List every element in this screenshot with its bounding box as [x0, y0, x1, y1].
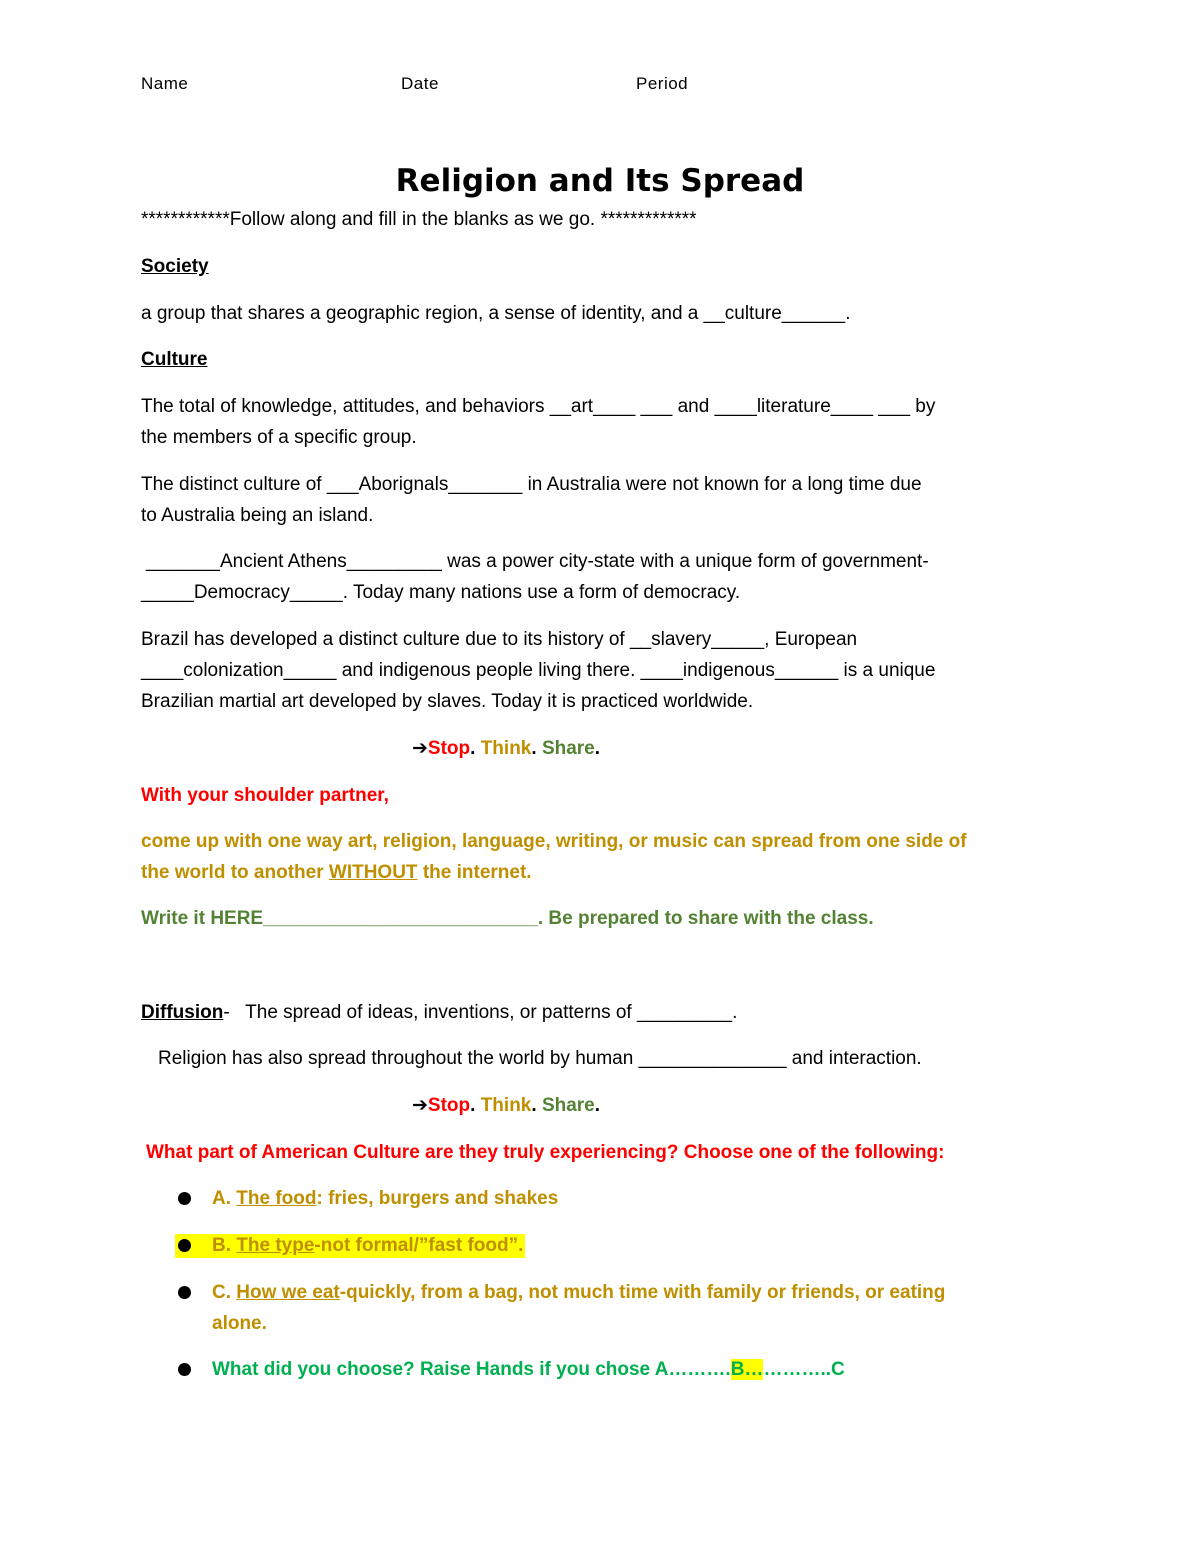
activity-prompt-line2 [141, 861, 532, 885]
instructions: ************Follow along and fill in the blanks as we go. ************* [141, 209, 697, 230]
option-letter: A. [212, 1188, 237, 1209]
choice-b-highlighted: B… [730, 1359, 764, 1380]
culture-heading: Culture [141, 349, 208, 370]
arrow-right-icon: ➔ [412, 1095, 428, 1116]
stop-think-share-2 [412, 1094, 600, 1118]
option-key: The type [236, 1235, 315, 1256]
society-heading: Society [141, 256, 209, 277]
diffusion-line [141, 1001, 737, 1025]
think-label: Think [480, 738, 532, 759]
brazil-line2: ____colonization_____ and indigenous people living there. ____indigenous______ is a unique [141, 660, 936, 681]
page-title: Religion and Its Spread [395, 163, 805, 199]
name-label: Name [141, 74, 189, 93]
option-key: How we eat [236, 1282, 340, 1303]
athens-line2: _____Democracy_____. Today many nations use a form of democracy. [141, 582, 741, 603]
without-emphasis: WITHOUT [328, 862, 418, 883]
stop-label: Stop [427, 738, 471, 759]
aboriginals-line2: to Australia being an island. [141, 505, 374, 526]
brazil-line1: Brazil has developed a distinct culture due to its history of __slavery_____, European [141, 629, 858, 650]
option-text: -not formal/”fast food”. [314, 1235, 524, 1256]
period-label: Period [636, 74, 689, 93]
dot: . [594, 1095, 601, 1116]
write-here-line [141, 907, 874, 931]
share-instruction: . Be prepared to share with the class. [537, 908, 874, 929]
choice-line [212, 1358, 845, 1382]
answer-blank[interactable]: __________________________ [263, 908, 538, 929]
diffusion-heading: Diffusion [141, 1002, 224, 1023]
option-c [212, 1281, 945, 1305]
option-a [212, 1187, 558, 1211]
stop-think-share-1 [412, 737, 600, 761]
share-label: Share [541, 738, 595, 759]
option-text: : fries, burgers and shakes [316, 1188, 559, 1209]
religion-spread-line: Religion has also spread throughout the world by human ______________ and interaction. [158, 1048, 922, 1069]
diffusion-definition: The spread of ideas, inventions, or patterns of _________. [229, 1002, 738, 1023]
society-definition: a group that shares a geographic region, a sense of identity, and a __culture______. [141, 303, 851, 324]
option-text: -quickly, from a bag, not much time with family or friends, or eating [339, 1282, 946, 1303]
culture-definition-line2: the members of a specific group. [141, 427, 417, 448]
dot: . [531, 738, 537, 759]
bullet-icon [178, 1239, 191, 1252]
option-letter: B. [212, 1235, 237, 1256]
option-c-line2: alone. [212, 1313, 267, 1334]
question-prompt: What part of American Culture are they truly experiencing? Choose one of the following: [146, 1142, 945, 1163]
dot: . [470, 1095, 476, 1116]
brazil-line3: Brazilian martial art developed by slaves. Today it is practiced worldwide. [141, 691, 754, 712]
write-here-label: Write it HERE [141, 908, 264, 929]
choice-text: What did you choose? Raise Hands if you chose A………. [212, 1359, 731, 1380]
date-label: Date [401, 74, 439, 93]
bullet-icon [178, 1192, 191, 1205]
dash: - [223, 1002, 230, 1023]
athens-line1: _______Ancient Athens_________ was a power city-state with a unique form of government- [146, 551, 929, 572]
prompt-text: the world to another [141, 862, 329, 883]
aboriginals-line1: The distinct culture of ___Aborignals_______ in Australia were not known for a long time due [141, 474, 922, 495]
dot: . [531, 1095, 537, 1116]
share-label: Share [541, 1095, 595, 1116]
partner-instruction: With your shoulder partner, [141, 785, 389, 806]
culture-definition-line1: The total of knowledge, attitudes, and behaviors __art____ ___ and ____literature____ ___ by [141, 396, 936, 417]
dot: . [470, 738, 476, 759]
bullet-icon [178, 1286, 191, 1299]
think-label: Think [480, 1095, 532, 1116]
activity-prompt-line1: come up with one way art, religion, language, writing, or music can spread from one side of [141, 831, 967, 852]
choice-text: ………..C [763, 1359, 845, 1380]
stop-label: Stop [427, 1095, 471, 1116]
arrow-right-icon: ➔ [412, 738, 428, 759]
option-letter: C. [212, 1282, 237, 1303]
prompt-text: the internet. [417, 862, 532, 883]
bullet-icon [178, 1363, 191, 1376]
option-key: The food [236, 1188, 317, 1209]
option-b-highlighted [175, 1234, 525, 1258]
dot: . [594, 738, 601, 759]
